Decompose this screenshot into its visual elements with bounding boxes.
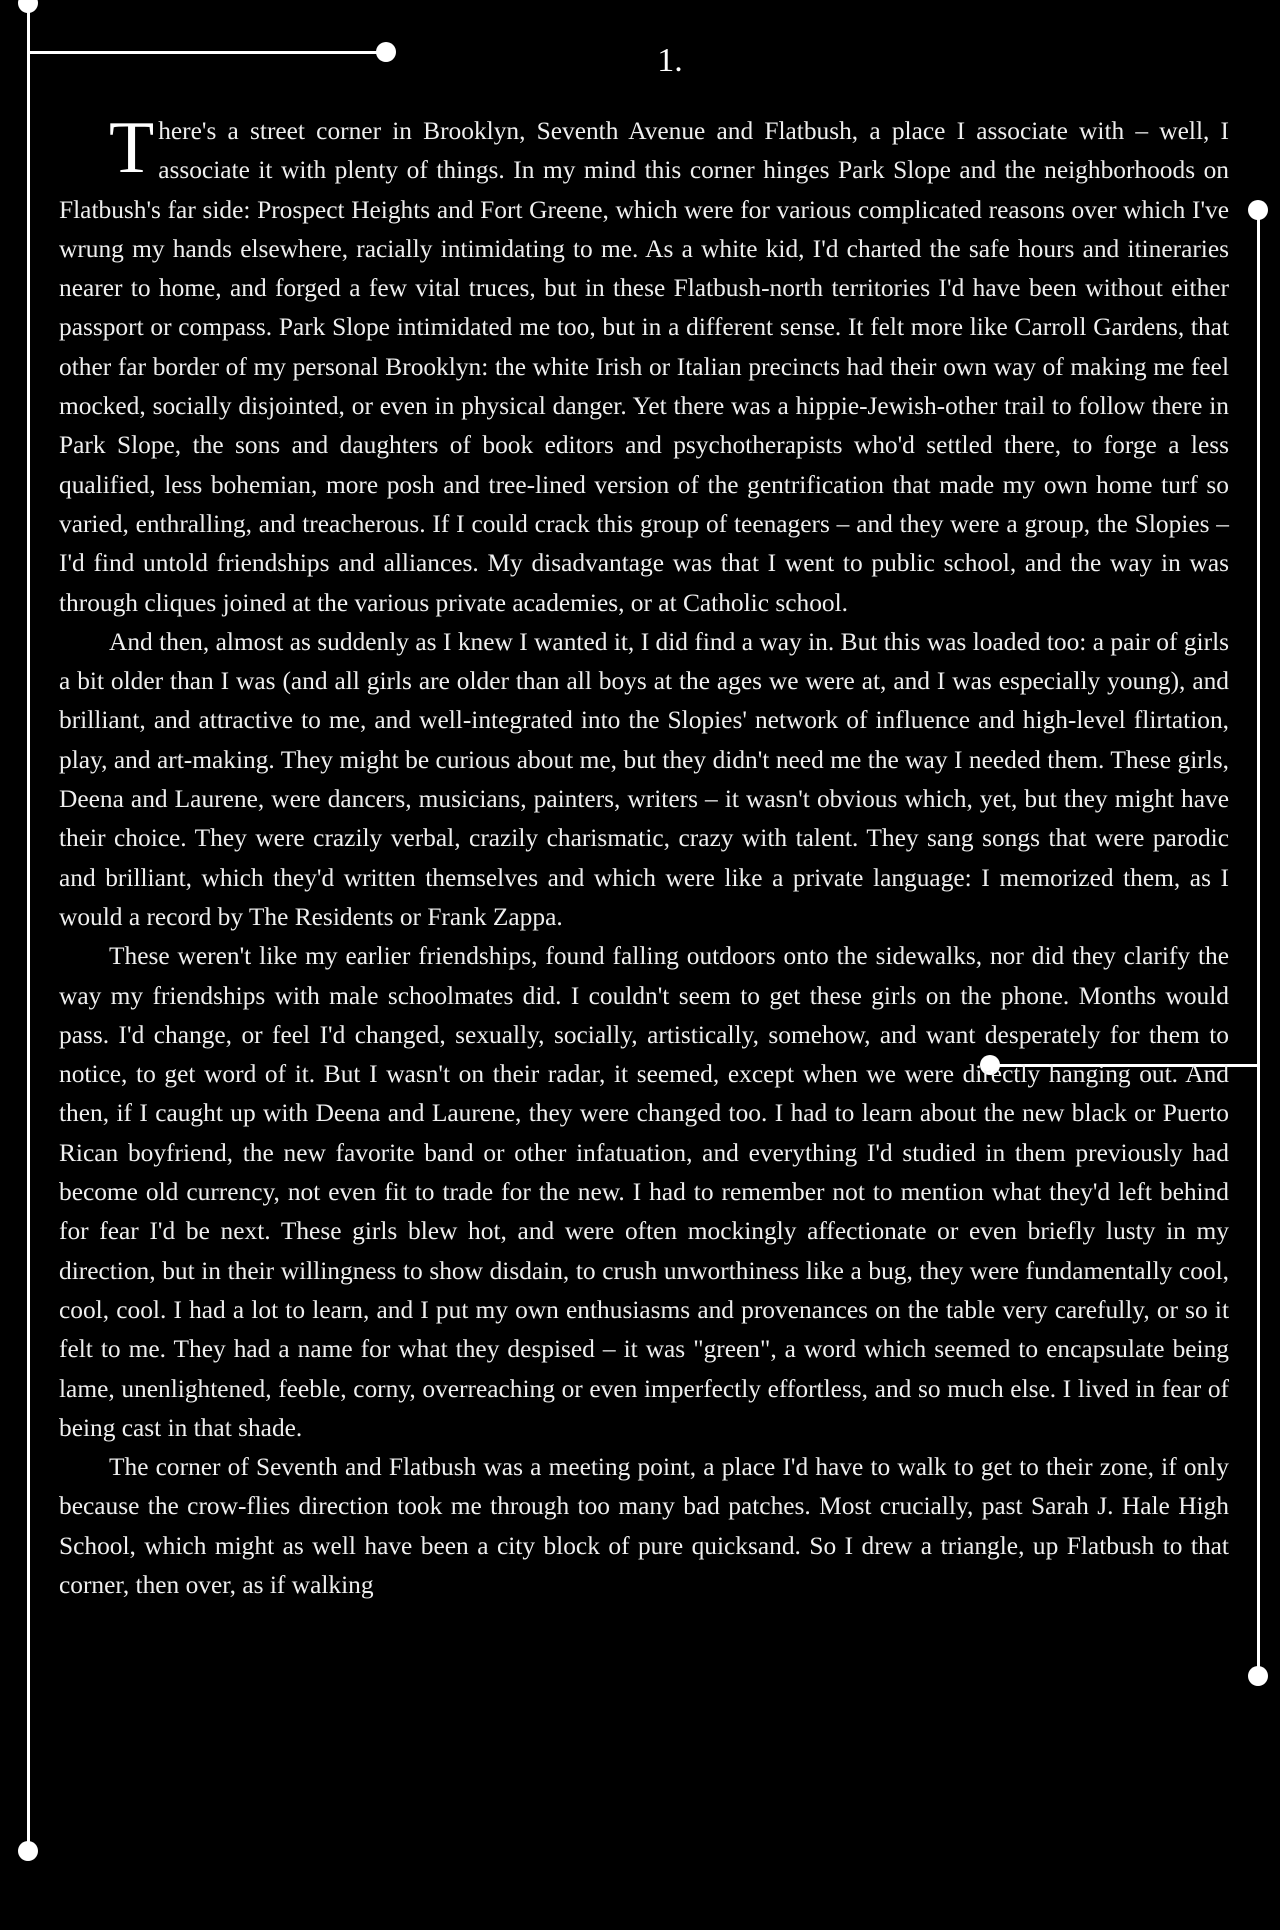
chapter-body bbox=[59, 107, 1229, 1605]
left-vertical-rule bbox=[27, 0, 30, 1848]
right-vertical-rule bbox=[1257, 210, 1260, 1678]
right-bottom-dot bbox=[1248, 1666, 1268, 1686]
right-top-dot bbox=[1248, 200, 1268, 220]
drop-cap: T bbox=[109, 107, 155, 189]
left-bottom-dot bbox=[18, 1841, 38, 1861]
paragraph-1 bbox=[59, 107, 1229, 623]
paragraph-1-text: here's a street corner in Brooklyn, Seventh Avenue and Flatbush, a place I associate with – well, I associate it with plenty of things. In my mind this corner hinges Park Slope and the neighborhoods on Flatbush's far side: Prospect Heights and Fort Greene, which were for various complicated reasons over which I've wrung my hands elsewhere, racially intimidating to me. As a white kid, I'd charted the safe hours and itineraries nearer to home, and forged a few vital truces, but in these Flatbush-north territories I'd have been without either passport or compass. Park Slope intimidated me too, but in a different sense. It felt more like Carroll Gardens, that other far border of my personal Brooklyn: the white Irish or Italian precincts had their own way of making me feel mocked, socially disjointed, or even in physical danger. Yet there was a hippie-Jewish-other trail to follow there in Park Slope, the sons and daughters of book editors and psychotherapists who'd settled there, to forge a less qualified, less bohemian, more posh and tree-lined version of the gentrification that made my own home turf so varied, enthralling, and treacherous. If I could crack this group of teenagers – and they were a group, the Slopies – I'd find untold friendships and alliances. My disadvantage was that I went to public school, and the way in was through cliques joined at the various private academies, or at Catholic school. bbox=[59, 117, 1229, 617]
chapter-number: 1. bbox=[657, 42, 683, 79]
paragraph-3: These weren't like my earlier friendships, found falling outdoors onto the sidewalks, nor did they clarify the way my friendships with male schoolmates did. I couldn't seem to get these girls on the phone. Months would pass. I'd change, or feel I'd changed, sexually, socially, artistically, somehow, and want desperately for them to notice, to get word of it. But I wasn't on their radar, it seemed, except when we were directly hanging out. And then, if I caught up with Deena and Laurene, they were changed too. I had to learn about the new black or Puerto Rican boyfriend, the new favorite band or other infatuation, and everything I'd studied in them previously had become old currency, not even fit to trade for the new. I had to remember not to mention what they'd left behind for fear I'd be next. These girls blew hot, and were often mockingly affectionate or even briefly lusty in my direction, but in their willingness to show disdain, to crush unworthiness like a bug, they were fundamentally cool, cool, cool. I had a lot to learn, and I put my own enthusiasms and provenances on the table very carefully, or so it felt to me. They had a name for what they despised – it was "green", a word which seemed to encapsulate being lame, unenlightened, feeble, corny, overreaching or even imperfectly effortless, and so much else. I lived in fear of being cast in that shade. bbox=[59, 942, 1229, 1442]
paragraph-4: The corner of Seventh and Flatbush was a meeting point, a place I'd have to walk to get to their zone, if only because the crow-flies direction took me through too many bad patches. Most crucially, past Sarah J. Hale High School, which might as well have been a city block of pure quicksand. So I drew a triangle, up Flatbush to that corner, then over, as if walking bbox=[59, 1453, 1229, 1599]
left-top-dot bbox=[18, 0, 38, 13]
paragraph-2: And then, almost as suddenly as I knew I wanted it, I did find a way in. But this was loaded too: a pair of girls a bit older than I was (and all girls are older than all boys at the ages we were at, and I was especially young), and brilliant, and attractive to me, and well-integrated into the Slopies' network of influence and high-level flirtation, play, and art-making. They might be curious about me, but they didn't need me the way I needed them. These girls, Deena and Laurene, were dancers, musicians, painters, writers – it wasn't obvious which, yet, but they might have their choice. They were crazily verbal, crazily charismatic, crazy with talent. They sang songs that were parodic and brilliant, which they'd written themselves and which were like a private language: I memorized them, as I would a record by The Residents or Frank Zappa. bbox=[59, 627, 1229, 931]
